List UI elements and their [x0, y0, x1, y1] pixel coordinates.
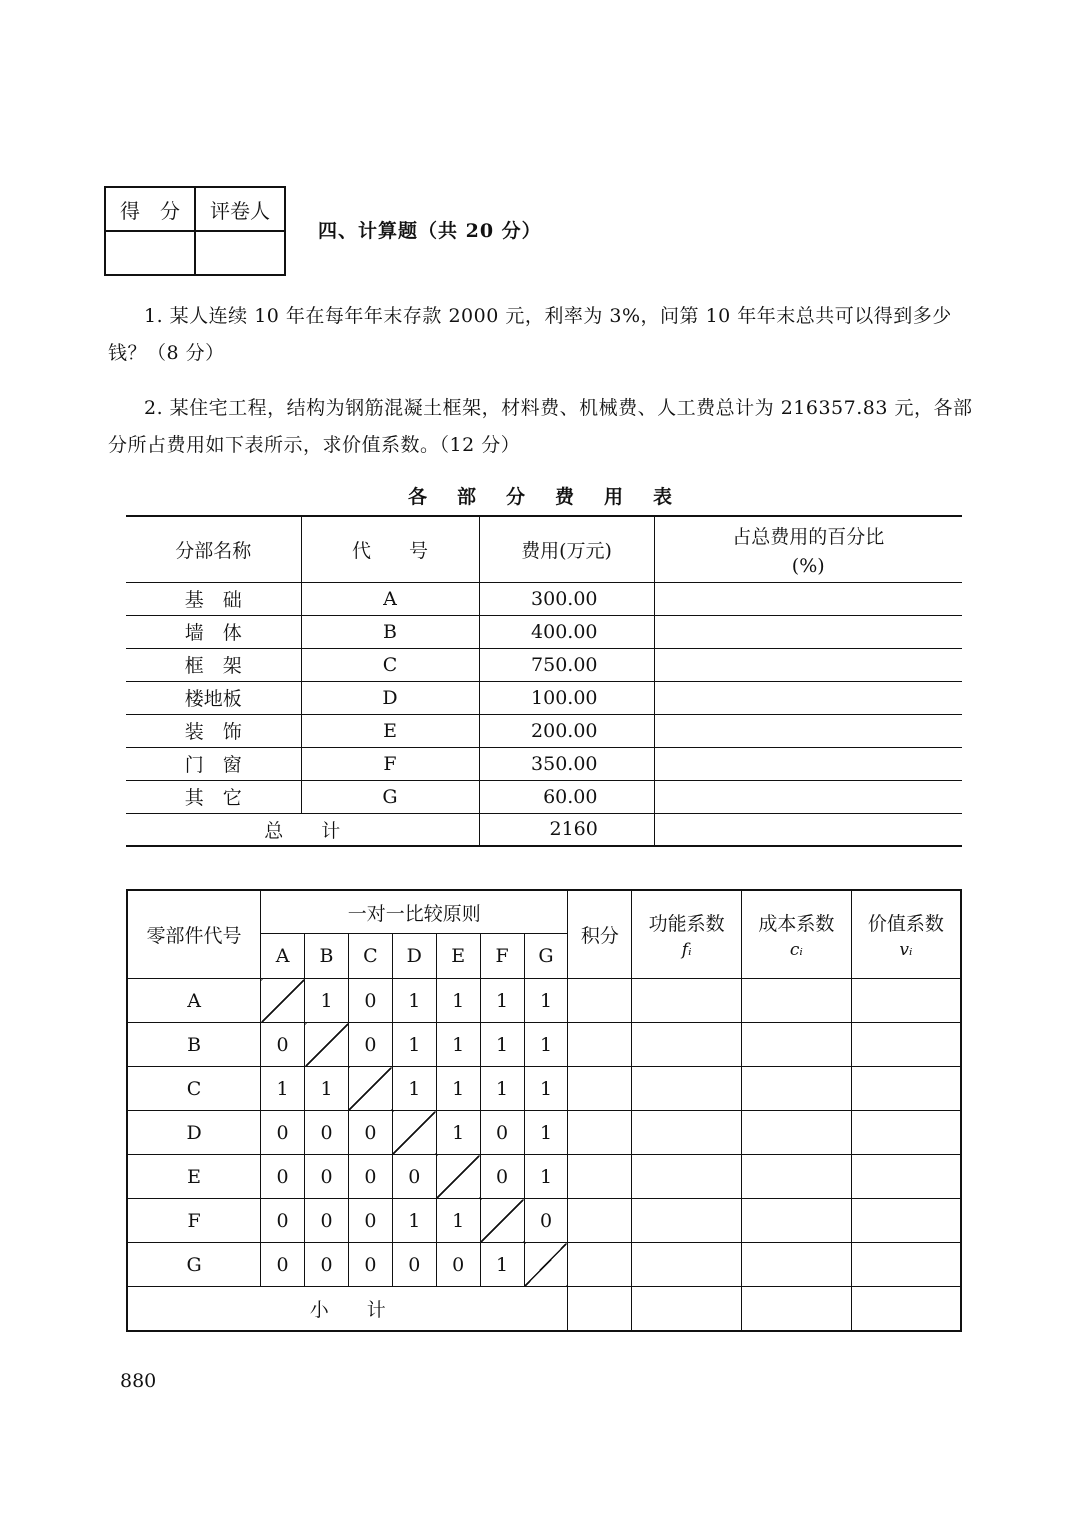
row-code: C: [301, 648, 479, 681]
comparison-cell: 1: [392, 979, 436, 1023]
comparison-cell: 1: [524, 1023, 568, 1067]
row-score[interactable]: [568, 1155, 632, 1199]
diagonal-cell: [348, 1067, 392, 1111]
score-box: [104, 186, 286, 276]
table-row: [126, 582, 962, 615]
comparison-cell: 0: [348, 1155, 392, 1199]
row-cost-coefficient[interactable]: [742, 1111, 852, 1155]
comparison-cell: 1: [480, 1023, 524, 1067]
row-value-coefficient[interactable]: [851, 1199, 961, 1243]
row-cost: 200.00: [479, 714, 654, 747]
row-code: E: [127, 1155, 261, 1199]
comparison-cell: 1: [436, 1067, 480, 1111]
row-score[interactable]: [568, 1023, 632, 1067]
header-part-code: 零部件代号: [127, 890, 261, 979]
row-code: D: [127, 1111, 261, 1155]
comparison-cell: 0: [480, 1111, 524, 1155]
column-header: F: [480, 934, 524, 979]
row-function-coefficient[interactable]: [632, 1023, 742, 1067]
comparison-cell: 0: [305, 1243, 349, 1287]
comparison-cell: 0: [392, 1155, 436, 1199]
row-function-coefficient[interactable]: [632, 979, 742, 1023]
total-percentage[interactable]: [654, 813, 962, 846]
table-row: [127, 979, 961, 1023]
comparison-cell: 0: [261, 1243, 305, 1287]
comparison-cell: 1: [392, 1199, 436, 1243]
row-cost: 100.00: [479, 681, 654, 714]
header-cost-coefficient: [742, 890, 852, 979]
row-function-coefficient[interactable]: [632, 1067, 742, 1111]
row-code: E: [301, 714, 479, 747]
comparison-cell: 1: [524, 1111, 568, 1155]
column-header: E: [436, 934, 480, 979]
subtotal-score[interactable]: [568, 1287, 632, 1332]
comparison-cell: 1: [305, 1067, 349, 1111]
score-field[interactable]: [105, 231, 195, 275]
row-name: 墙 体: [184, 622, 242, 644]
row-name: 其 它: [184, 787, 242, 809]
row-name: 楼地板: [184, 688, 242, 710]
row-cost-coefficient[interactable]: [742, 1067, 852, 1111]
comparison-cell: 0: [524, 1199, 568, 1243]
row-code: F: [127, 1199, 261, 1243]
comparison-cell: 0: [261, 1023, 305, 1067]
row-percentage[interactable]: [654, 582, 962, 615]
row-name: 门 窗: [184, 754, 242, 776]
comparison-cell: 1: [524, 1155, 568, 1199]
grader-label: 评卷人: [195, 187, 285, 231]
row-cost: 350.00: [479, 747, 654, 780]
comparison-cell: 0: [348, 1023, 392, 1067]
total-row: [126, 813, 962, 846]
row-score[interactable]: [568, 1243, 632, 1287]
comparison-cell: 1: [305, 979, 349, 1023]
table-row: [126, 747, 962, 780]
total-label: 总 计: [264, 819, 341, 842]
header-percentage: [654, 516, 962, 582]
table-row: [127, 1023, 961, 1067]
row-function-coefficient[interactable]: [632, 1111, 742, 1155]
page-number: 880: [120, 1370, 157, 1392]
question-1: 1. 某人连续 10 年在每年年末存款 2000 元，利率为 3%，问第 10 年年末总共可以得到多少钱？（8 分）: [108, 305, 952, 364]
row-percentage[interactable]: [654, 714, 962, 747]
header-cost: 费用(万元): [479, 516, 654, 582]
subtotal-label: 小 计: [127, 1287, 568, 1332]
comparison-cell: 0: [348, 1243, 392, 1287]
comparison-cell: 0: [305, 1199, 349, 1243]
row-percentage[interactable]: [654, 747, 962, 780]
row-code: A: [127, 979, 261, 1023]
table-row: [126, 780, 962, 813]
table-row: [127, 1155, 961, 1199]
row-cost-coefficient[interactable]: [742, 1155, 852, 1199]
comparison-cell: 1: [392, 1023, 436, 1067]
diagonal-cell: [261, 979, 305, 1023]
total-value: 2160: [479, 813, 654, 846]
comparison-cell: 1: [480, 979, 524, 1023]
column-header: D: [392, 934, 436, 979]
comparison-cell: 1: [480, 1067, 524, 1111]
function-coefficient-label: 功能系数: [648, 913, 725, 935]
table-row: [126, 714, 962, 747]
comparison-cell: 1: [436, 1023, 480, 1067]
comparison-cell: 0: [261, 1199, 305, 1243]
header-name: 分部名称: [175, 539, 252, 562]
diagonal-cell: [480, 1199, 524, 1243]
comparison-cell: 1: [261, 1067, 305, 1111]
row-cost: 750.00: [479, 648, 654, 681]
comparison-cell: 1: [524, 1067, 568, 1111]
subtotal-function-coefficient[interactable]: [632, 1287, 742, 1332]
subtotal-cost-coefficient[interactable]: [742, 1287, 852, 1332]
table-row: [127, 1111, 961, 1155]
row-cost-coefficient[interactable]: [742, 1243, 852, 1287]
column-header: B: [305, 934, 349, 979]
row-code: D: [301, 681, 479, 714]
column-header: G: [524, 934, 568, 979]
row-code: C: [127, 1067, 261, 1111]
header-code: 代 号: [301, 516, 479, 582]
comparison-cell: 0: [305, 1111, 349, 1155]
diagonal-cell: [305, 1023, 349, 1067]
comparison-cell: 1: [392, 1067, 436, 1111]
row-percentage[interactable]: [654, 681, 962, 714]
row-score[interactable]: [568, 1199, 632, 1243]
row-cost-coefficient[interactable]: [742, 979, 852, 1023]
row-function-coefficient[interactable]: [632, 1199, 742, 1243]
row-score[interactable]: [568, 979, 632, 1023]
comparison-cell: 0: [480, 1155, 524, 1199]
comparison-cell: 0: [348, 1199, 392, 1243]
comparison-cell: 1: [436, 1199, 480, 1243]
row-value-coefficient[interactable]: [851, 1023, 961, 1067]
fee-table-title: 各部分费用表: [407, 486, 702, 508]
row-code: G: [127, 1243, 261, 1287]
row-value-coefficient[interactable]: [851, 1155, 961, 1199]
subtotal-row: [127, 1287, 961, 1332]
header-value-coefficient: [851, 890, 961, 979]
question-2: 2. 某住宅工程，结构为钢筋混凝土框架，材料费、机械费、人工费总计为 216357.83 元，各部分所占费用如下表所示，求价值系数。（12 分）: [108, 397, 973, 456]
row-cost-coefficient[interactable]: [742, 1199, 852, 1243]
grader-field[interactable]: [195, 231, 285, 275]
comparison-table: [126, 889, 962, 1332]
diagonal-cell: [436, 1155, 480, 1199]
row-code: B: [127, 1023, 261, 1067]
table-row: [126, 648, 962, 681]
header-score: 积分: [568, 890, 632, 979]
table-row: [127, 1067, 961, 1111]
row-score[interactable]: [568, 1067, 632, 1111]
row-name: 基 础: [184, 589, 242, 611]
row-value-coefficient[interactable]: [851, 1067, 961, 1111]
subtotal-value-coefficient[interactable]: [851, 1287, 961, 1332]
row-percentage[interactable]: [654, 615, 962, 648]
comparison-cell: 1: [436, 1111, 480, 1155]
value-coefficient-label: 价值系数: [867, 913, 944, 935]
row-cost-coefficient[interactable]: [742, 1023, 852, 1067]
row-code: F: [301, 747, 479, 780]
comparison-cell: 0: [348, 979, 392, 1023]
table-row: [127, 1199, 961, 1243]
row-code: B: [301, 615, 479, 648]
row-value-coefficient[interactable]: [851, 979, 961, 1023]
score-label: 得 分: [105, 187, 195, 231]
section-title: 四、计算题（共 20 分）: [318, 220, 542, 242]
comparison-cell: 1: [524, 979, 568, 1023]
row-name: 框 架: [184, 655, 242, 677]
row-code: G: [301, 780, 479, 813]
row-value-coefficient[interactable]: [851, 1111, 961, 1155]
fee-table-header: [126, 516, 962, 582]
table-row: [126, 615, 962, 648]
row-score[interactable]: [568, 1111, 632, 1155]
comparison-cell: 0: [392, 1243, 436, 1287]
comparison-cell: 0: [348, 1111, 392, 1155]
value-coefficient-symbol: vᵢ: [899, 940, 913, 960]
row-cost: 60.00: [479, 780, 654, 813]
comparison-cell: 1: [436, 979, 480, 1023]
row-name: 装 饰: [184, 721, 242, 743]
row-cost: 300.00: [479, 582, 654, 615]
header-percentage-line2: (%): [791, 554, 825, 577]
cost-coefficient-symbol: cᵢ: [789, 940, 803, 960]
diagonal-cell: [392, 1111, 436, 1155]
row-percentage[interactable]: [654, 780, 962, 813]
comparison-cell: 0: [436, 1243, 480, 1287]
column-header: A: [261, 934, 305, 979]
header-function-coefficient: [632, 890, 742, 979]
table-row: [127, 1243, 961, 1287]
comparison-cell: 0: [261, 1155, 305, 1199]
row-function-coefficient[interactable]: [632, 1243, 742, 1287]
column-header: C: [348, 934, 392, 979]
function-coefficient-symbol: fᵢ: [681, 940, 692, 960]
table-row: [126, 681, 962, 714]
fee-table: [126, 515, 962, 847]
header-percentage-line1: 占总费用的百分比: [732, 525, 885, 548]
comparison-cell: 1: [480, 1243, 524, 1287]
diagonal-cell: [524, 1243, 568, 1287]
row-percentage[interactable]: [654, 648, 962, 681]
comparison-header-row: [127, 890, 961, 934]
cost-coefficient-label: 成本系数: [758, 913, 835, 935]
comparison-cell: 0: [261, 1111, 305, 1155]
comparison-cell: 0: [305, 1155, 349, 1199]
row-function-coefficient[interactable]: [632, 1155, 742, 1199]
row-code: A: [301, 582, 479, 615]
row-cost: 400.00: [479, 615, 654, 648]
header-principle: 一对一比较原则: [261, 890, 568, 934]
row-value-coefficient[interactable]: [851, 1243, 961, 1287]
